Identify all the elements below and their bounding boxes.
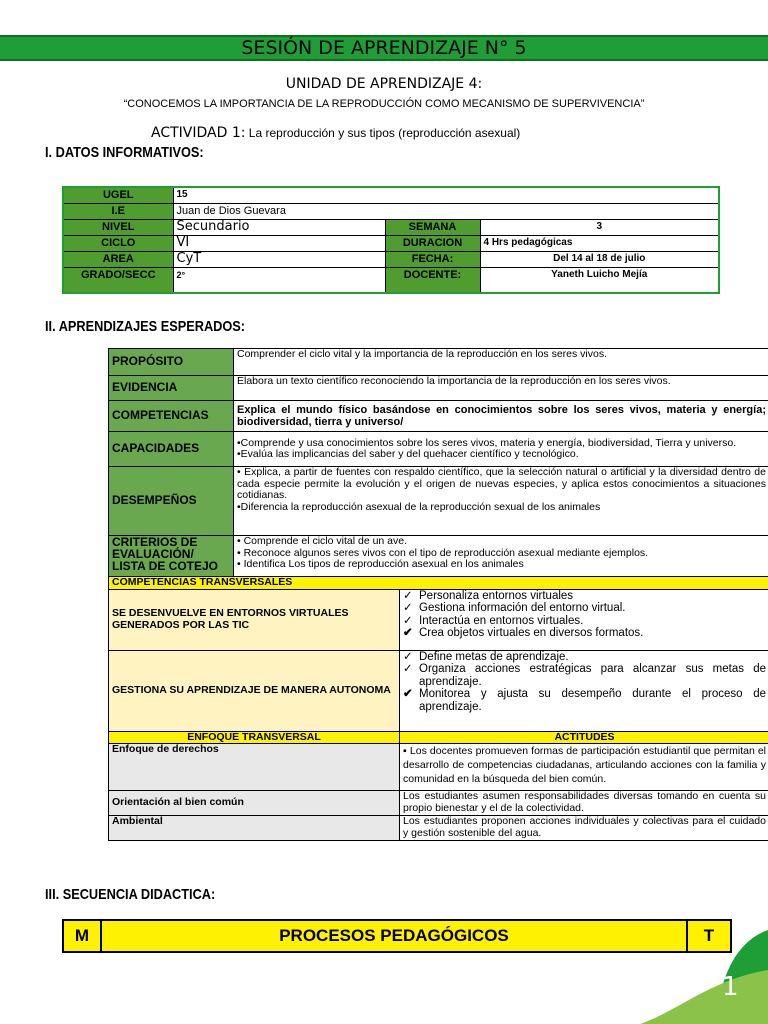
derechos-value: ▪ Los docentes promueven formas de participación estudiantil que permitan el desarrollo de competencias ciudadanas, articulando acciones con la familia y comunidad en la búsqueda del bien común.	[400, 744, 768, 791]
transversales-heading: COMPETENCIAS TRANSVERSALES	[109, 577, 768, 590]
evidencia-value: Elabora un texto científico reconociendo la importancia de la reproducción en los seres vivos.	[234, 376, 768, 401]
unidad-subtitle: “CONOCEMOS LA IMPORTANCIA DE LA REPRODUCCIÓN COMO MECANISMO DE SUPERVIVENCIA”	[123, 98, 645, 110]
fecha-label: FECHA:	[385, 252, 480, 268]
check-icon: ✓	[403, 650, 413, 663]
competencias-label: COMPETENCIAS	[109, 401, 234, 432]
bien-label: Orientación al bien común	[109, 791, 400, 816]
table-row	[109, 349, 768, 376]
competencias-value: Explica el mundo físico basándose en conocimientos sobre los seres vivos, materia y energía; biodiversidad, tierra y universo/	[234, 401, 768, 432]
fecha-value: Del 14 al 18 de julio	[480, 252, 719, 268]
desempenos-value	[234, 467, 768, 536]
section-heading-secuencia: III. SECUENCIA DIDACTICA:	[45, 886, 216, 903]
criterio-item: • Identifica Los tipos de reproducción asexual en los animales	[237, 558, 524, 570]
gestiona-label: GESTIONA SU APRENDIZAJE DE MANERA AUTONOMA	[109, 650, 400, 731]
table-row	[63, 268, 719, 294]
table-row	[109, 467, 768, 536]
capacidades-label: CAPACIDADES	[109, 432, 234, 467]
table-row	[63, 220, 719, 236]
m-header: M	[63, 920, 101, 952]
actividad-label: ACTIVIDAD 1:	[151, 125, 246, 141]
t-header: T	[687, 920, 731, 952]
table-row	[109, 376, 768, 401]
table-row	[109, 791, 768, 816]
table-row	[109, 650, 768, 731]
page-corner-decoration	[620, 930, 768, 1024]
nivel-value: Secundario	[173, 220, 385, 236]
check-icon: ✓	[403, 589, 413, 602]
section-heading-aprendizajes: II. APRENDIZAJES ESPERADOS:	[45, 318, 246, 335]
criterios-value	[234, 536, 768, 577]
table-row	[63, 204, 719, 220]
table-row	[63, 187, 719, 204]
section-heading-datos: I. DATOS INFORMATIVOS:	[45, 144, 204, 161]
grado-value: 2°	[173, 268, 385, 294]
semana-value: 3	[480, 220, 719, 236]
ciclo-label: CICLO	[63, 236, 173, 252]
ambiental-label: Ambiental	[109, 816, 400, 841]
page-title: SESIÓN DE APRENDIZAJE N° 5	[241, 37, 527, 59]
ambiental-value: Los estudiantes proponen acciones individuales y colectivas para el cuidado y gestión sostenible del agua.	[400, 816, 768, 841]
table-row	[109, 432, 768, 467]
list-item: ✓ Personaliza entornos virtuales	[403, 589, 574, 602]
ugel-label: UGEL	[63, 187, 173, 204]
gestiona-items	[400, 650, 768, 731]
table-row	[109, 816, 768, 841]
aprendizajes-table	[108, 348, 768, 841]
bien-value: Los estudiantes asumen responsabilidades diversas tomando en cuenta su propio bienestar y el de la colectividad.	[400, 791, 768, 816]
area-value: CyT	[173, 252, 385, 268]
ciclo-value: VI	[173, 236, 385, 252]
semana-label: SEMANA	[385, 220, 480, 236]
proposito-label: PROPÓSITO	[109, 349, 234, 376]
check-icon: ✓	[403, 602, 413, 614]
desempenos-label: DESEMPEÑOS	[109, 467, 234, 536]
table-row	[109, 401, 768, 432]
proposito-value: Comprender el ciclo vital y la importancia de la reproducción en los seres vivos.	[234, 349, 768, 376]
table-row	[109, 577, 768, 590]
derechos-label: Enfoque de derechos	[109, 744, 400, 791]
tic-items	[400, 589, 768, 650]
check-icon: ✓	[403, 663, 413, 675]
area-label: AREA	[63, 252, 173, 268]
list-item: ✓ Interactúa en entornos virtuales.	[403, 614, 584, 627]
table-row	[63, 252, 719, 268]
page-number: 1	[722, 972, 739, 1002]
unidad-title: UNIDAD DE APRENDIZAJE 4:	[285, 76, 483, 92]
datos-table	[62, 186, 720, 294]
check-icon: ✔	[403, 688, 413, 700]
docente-value: Yaneth Luicho Mejía	[480, 268, 719, 294]
tic-label: SE DESENVUELVE EN ENTORNOS VIRTUALES GENERADOS POR LAS TIC	[109, 589, 400, 650]
docente-label: DOCENTE:	[385, 268, 480, 294]
check-icon: ✓	[403, 614, 413, 627]
list-item: ✓ Organiza acciones estratégicas para alcanzar sus metas de aprendizaje.	[403, 663, 766, 688]
actividad	[151, 125, 520, 141]
list-item: ✔ Monitorea y ajusta su desempeño durante el proceso de aprendizaje.	[403, 688, 766, 713]
nivel-label: NIVEL	[63, 220, 173, 236]
ugel-value: 15	[173, 187, 719, 204]
capacidades-value	[234, 432, 768, 467]
capacidad-item: •Evalúa las implicancias del saber y del quehacer científico y tecnológico.	[237, 448, 579, 460]
desempeno-item: •Diferencia la reproducción asexual de la reproducción sexual de los animales	[237, 500, 601, 513]
table-row	[109, 536, 768, 577]
criterios-label: CRITERIOS DE EVALUACIÓN/ LISTA DE COTEJO	[109, 536, 234, 577]
actividad-text: La reproducción y sus tipos (reproducción asexual)	[245, 126, 521, 140]
enfoque-heading: ENFOQUE TRANSVERSAL	[109, 731, 400, 744]
criterio-item: • Comprende el ciclo vital de un ave.	[237, 535, 408, 547]
check-icon: ✔	[403, 627, 413, 639]
procesos-header: PROCESOS PEDAGÓGICOS	[101, 920, 687, 952]
ie-label: I.E	[63, 204, 173, 220]
ie-value: Juan de Dios Guevara	[173, 204, 719, 220]
list-item: ✓ Define metas de aprendizaje.	[403, 650, 569, 663]
table-row	[109, 589, 768, 650]
actitudes-heading: ACTITUDES	[400, 731, 768, 744]
capacidad-item: •Comprende y usa conocimientos sobre los seres vivos, materia y energía, biodiversidad, Tierra y universo.	[237, 436, 737, 449]
title-bar	[0, 35, 768, 61]
desempeno-item: • Explica, a partir de fuentes con respaldo científico, que la selección natural o artificial y la diversidad dentro de cada especie permite la evolución y el origen de nuevas especies, y aplica estos conocimientos a situaciones cotidianas.	[237, 466, 766, 501]
list-item: ✔ Crea objetos virtuales en diversos formatos.	[403, 627, 644, 639]
evidencia-label: EVIDENCIA	[109, 376, 234, 401]
grado-label: GRADO/SECC	[63, 268, 173, 294]
table-row	[109, 744, 768, 791]
table-row	[63, 236, 719, 252]
duracion-label: DURACION	[385, 236, 480, 252]
table-row	[109, 731, 768, 744]
duracion-value: 4 Hrs pedagógicas	[480, 236, 719, 252]
criterio-item: • Reconoce algunos seres vivos con el tipo de reproducción asexual mediante ejemplos.	[237, 546, 649, 559]
list-item: ✓ Gestiona información del entorno virtual.	[403, 602, 626, 614]
